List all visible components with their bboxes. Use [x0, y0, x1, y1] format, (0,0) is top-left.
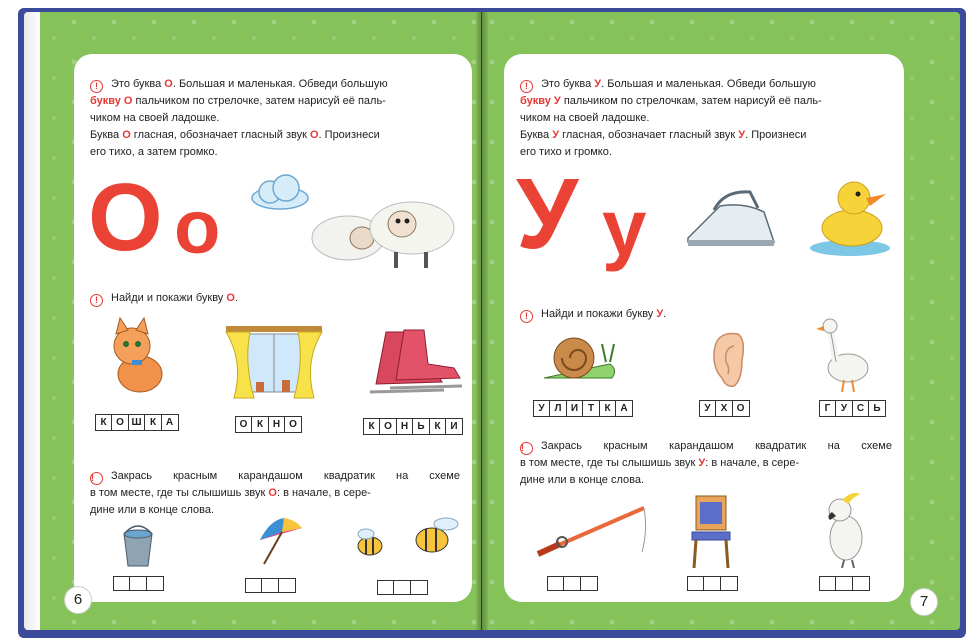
word-scheme-ulitka: У Л И Т К А — [534, 400, 633, 417]
word-scheme-gus: Г У С Ь — [820, 400, 886, 417]
warning-icon: ! — [90, 472, 103, 485]
cloud-icon — [248, 172, 312, 212]
word-scheme-okno: О К Н О — [236, 416, 302, 433]
sound-scheme-bees[interactable] — [378, 580, 428, 595]
cat-icon — [102, 316, 172, 406]
warning-icon: ! — [90, 80, 103, 93]
right-find-instruction: ! Найди и покажи букву У. — [520, 306, 892, 323]
big-letter-o-lower: о — [174, 185, 221, 270]
right-instruction-2: ! Закрась красным карандашом квадратик на схеме в том месте, где ты слышишь звук У: в начале, в сере- дине или в конце слова. — [520, 440, 892, 486]
cockatoo-icon — [814, 490, 874, 570]
page-number: 7 — [910, 588, 938, 616]
warning-icon: ! — [520, 310, 533, 323]
left-content-panel — [74, 54, 472, 602]
warning-icon: ! — [90, 294, 103, 307]
page-edge — [24, 12, 40, 630]
word-scheme-koshka: К О Ш К А — [96, 414, 179, 431]
word-scheme-konki: К О Н Ь К И — [364, 418, 463, 435]
bees-icon — [348, 514, 464, 564]
ear-icon — [708, 330, 748, 392]
skates-icon — [356, 328, 464, 404]
sheep-icon — [304, 194, 464, 274]
warning-icon: ! — [520, 442, 533, 455]
sound-scheme-umbrella[interactable] — [246, 578, 296, 593]
book-gutter — [476, 12, 488, 630]
bucket-icon — [118, 524, 158, 570]
left-instruction-1: ! Это буква О. Большая и маленькая. Обведи большую букву О пальчиком по стрелочке, затем нарисуй её паль- чиком на своей ладошке. Буква О гласная, обозначает гласный звук О. Произнеси его тихо, а затем громко. — [90, 78, 388, 158]
umbrella-icon — [250, 510, 306, 570]
word-scheme-ukho: У Х О — [700, 400, 750, 417]
left-find-instruction: ! Найди и покажи букву О. — [90, 290, 460, 307]
big-letter-o-upper: О — [88, 164, 163, 271]
chair-icon — [686, 492, 736, 572]
sound-scheme-cockatoo[interactable] — [820, 576, 870, 591]
left-page — [24, 12, 481, 630]
right-content-panel — [504, 54, 904, 602]
fishing-rod-icon — [532, 500, 652, 560]
book-spread — [24, 12, 960, 632]
right-page — [482, 12, 960, 630]
big-letter-u-lower: у — [602, 183, 647, 272]
big-letter-u-upper: У — [516, 158, 579, 270]
iron-icon — [684, 182, 780, 254]
sound-scheme-chair[interactable] — [688, 576, 738, 591]
window-icon — [224, 322, 324, 400]
sound-scheme-bucket[interactable] — [114, 576, 164, 591]
page-number: 6 — [64, 586, 92, 614]
goose-icon — [814, 316, 874, 396]
sound-scheme-fishing-rod[interactable] — [548, 576, 598, 591]
warning-icon: ! — [520, 80, 533, 93]
left-instruction-2: ! Закрась красным карандашом квадратик на схеме в том месте, где ты слышишь звук О: в начале, в сере- дине или в конце слова. — [90, 470, 460, 516]
right-instruction-1: ! Это буква У. Большая и маленькая. Обведи большую букву У пальчиком по стрелочкам, затем нарисуй её паль- чиком на своей ладошке. Буква У гласная, обозначает гласный звук У. Произнеси его тихо и громко. — [520, 78, 822, 158]
duckling-icon — [804, 174, 894, 260]
snail-icon — [540, 330, 620, 386]
